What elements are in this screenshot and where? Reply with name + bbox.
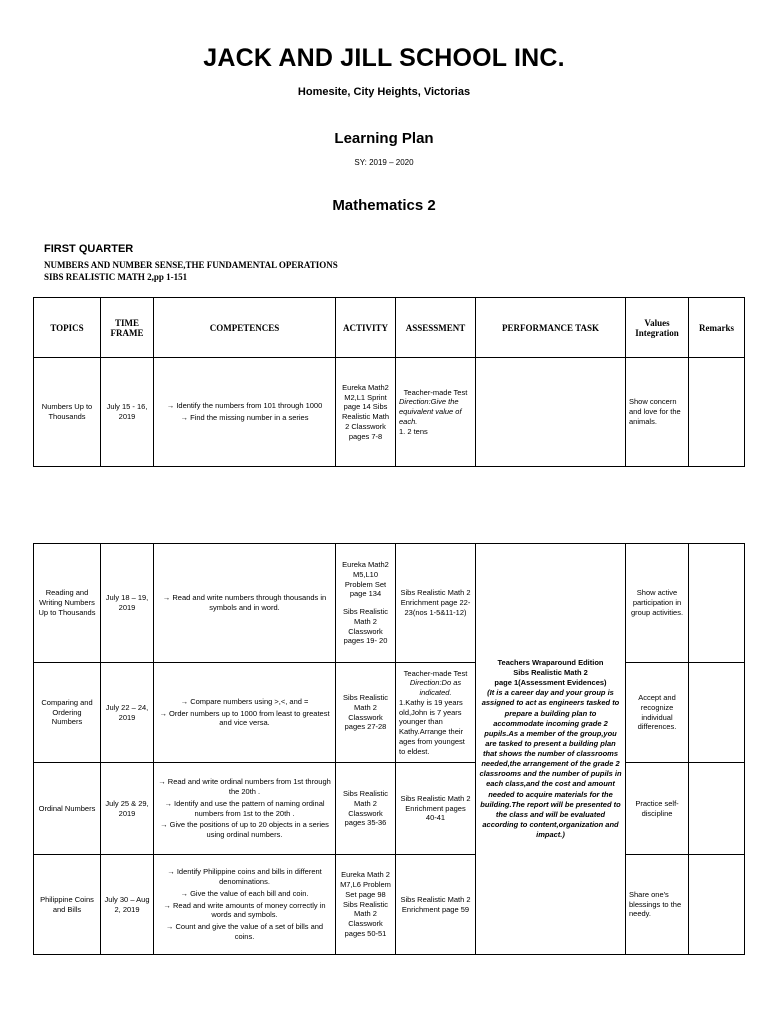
remarks-cell bbox=[689, 763, 745, 855]
competence-item: → Compare numbers using >,<, and = bbox=[157, 697, 332, 707]
topic-cell: Numbers Up to Thousands bbox=[34, 358, 101, 467]
performance-description: (It is a career day and your group is assigned to act as engineers tasked to prepare a building plan to accommodate incoming grade 2 pupils.As a member of the group,you are tasked to present a building plan that shows the number of classrooms needed,the arrangement of the grade 2 classrooms and the number of pupils in each class,and the cost and amount needed to acquire materials for the building.The report will be presented to the class and will be evaluated according to content,organization and impact.) bbox=[479, 688, 622, 839]
table-row bbox=[34, 855, 745, 955]
assessment-item: 1. 2 tens bbox=[399, 426, 428, 436]
topic-cell: Reading and Writing Numbers Up to Thousands bbox=[34, 544, 101, 663]
col-values-integration: Values Integration bbox=[626, 298, 689, 358]
assessment-cell: Sibs Realistic Math 2 Enrichment page 22-23(nos 1-5&11-12) bbox=[396, 544, 476, 663]
assessment-cell bbox=[396, 358, 476, 467]
col-activity: ACTIVITY bbox=[336, 298, 396, 358]
school-name: JACK AND JILL SCHOOL INC. bbox=[203, 44, 565, 72]
col-assessment: ASSESSMENT bbox=[396, 298, 476, 358]
competence-item: → Give the positions of up to 20 objects in a series using ordinal numbers. bbox=[157, 820, 332, 840]
values-cell: Share one's blessings to the needy. bbox=[626, 855, 689, 955]
time-cell: July 30 – Aug 2, 2019 bbox=[101, 855, 154, 955]
activity-cell: Sibs Realistic Math 2 Classwork pages 27-28 bbox=[336, 663, 396, 763]
performance-cell bbox=[476, 358, 626, 467]
performance-task-cell bbox=[476, 544, 626, 955]
competence-item: → Count and give the value of a set of bills and coins. bbox=[157, 922, 332, 942]
col-performance-task: PERFORMANCE TASK bbox=[476, 298, 626, 358]
remarks-cell bbox=[689, 855, 745, 955]
time-cell: July 15 - 16, 2019 bbox=[101, 358, 154, 467]
strand-label: NUMBERS AND NUMBER SENSE,THE FUNDAMENTAL OPERATIONS bbox=[44, 260, 338, 270]
activity-cell bbox=[336, 544, 396, 663]
performance-title: Sibs Realistic Math 2 bbox=[513, 668, 588, 677]
col-time-frame: TIME FRAME bbox=[101, 298, 154, 358]
remarks-cell bbox=[689, 663, 745, 763]
assessment-title: Teacher-made Test bbox=[403, 668, 468, 678]
competence-item: → Read and write amounts of money correctly in words and symbols. bbox=[157, 901, 332, 921]
assessment-cell: Sibs Realistic Math 2 Enrichment pages 40-41 bbox=[396, 763, 476, 855]
time-cell: July 18 – 19, 2019 bbox=[101, 544, 154, 663]
reference-book: SIBS REALISTIC MATH 2,pp 1-151 bbox=[44, 272, 188, 282]
remarks-cell bbox=[689, 544, 745, 663]
assessment-direction: Direction:Give the equivalent value of each. bbox=[399, 397, 462, 426]
topic-cell: Philippine Coins and Bills bbox=[34, 855, 101, 955]
performance-title: page 1(Assessment Evidences) bbox=[494, 678, 607, 688]
values-cell: Show active participation in group activities. bbox=[626, 544, 689, 663]
learning-plan-table-1 bbox=[33, 297, 745, 467]
assessment-cell: Sibs Realistic Math 2 Enrichment page 59 bbox=[396, 855, 476, 955]
competence-item: → Give the value of each bill and coin. bbox=[157, 889, 332, 899]
col-topics: TOPICS bbox=[34, 298, 101, 358]
assessment-direction: Direction:Do as indicated. bbox=[409, 678, 462, 698]
topic-cell: Comparing and Ordering Numbers bbox=[34, 663, 101, 763]
assessment-title: Teacher-made Test bbox=[403, 387, 468, 397]
competence-item: → Identify Philippine coins and bills in different denominations. bbox=[157, 867, 332, 887]
table-row bbox=[34, 763, 745, 855]
performance-title: Teachers Wraparound Edition bbox=[497, 657, 604, 667]
time-cell: July 22 – 24, 2019 bbox=[101, 663, 154, 763]
school-address: Homesite, City Heights, Victorias bbox=[297, 86, 471, 98]
competences-cell bbox=[154, 855, 336, 955]
competences-cell bbox=[154, 544, 336, 663]
learning-plan-table-2 bbox=[33, 543, 745, 955]
subject-title: Mathematics 2 bbox=[332, 197, 436, 214]
col-competences: COMPETENCES bbox=[154, 298, 336, 358]
competences-cell bbox=[154, 358, 336, 467]
competences-cell bbox=[154, 763, 336, 855]
values-cell: Show concern and love for the animals. bbox=[626, 358, 689, 467]
remarks-cell bbox=[689, 358, 745, 467]
competence-item: → Read and write numbers through thousands in symbols and in word. bbox=[157, 593, 332, 613]
activity-cell: Eureka Math2 M2,L1 Sprint page 14 Sibs Realistic Math 2 Classwork pages 7-8 bbox=[336, 358, 396, 467]
activity-cell: Eureka Math 2 M7,L6 Problem Set page 98 Sibs Realistic Math 2 Classwork pages 50-51 bbox=[336, 855, 396, 955]
col-remarks: Remarks bbox=[689, 298, 745, 358]
table-row bbox=[34, 544, 745, 663]
competence-item: → Identify and use the pattern of naming ordinal numbers from 1st to the 20th . bbox=[157, 799, 332, 819]
competence-item: → Order numbers up to 1000 from least to greatest and vice versa. bbox=[157, 709, 332, 729]
competence-item: → Identify the numbers from 101 through 1000 bbox=[157, 401, 332, 411]
competence-item: → Find the missing number in a series bbox=[157, 413, 332, 423]
activity-part: Eureka Math2 M5,L10 Problem Set page 134 bbox=[342, 560, 389, 599]
time-cell: July 25 & 29, 2019 bbox=[101, 763, 154, 855]
activity-cell: Sibs Realistic Math 2 Classwork pages 35-36 bbox=[336, 763, 396, 855]
topic-cell: Ordinal Numbers bbox=[34, 763, 101, 855]
assessment-cell bbox=[396, 663, 476, 763]
activity-part: Sibs Realistic Math 2 Classwork pages 19- 20 bbox=[342, 607, 388, 646]
competence-item: → Read and write ordinal numbers from 1st through the 20th . bbox=[157, 777, 332, 797]
table-row bbox=[34, 358, 745, 467]
assessment-item: 1.Kathy is 19 years old,John is 7 years younger than Kathy.Arrange their ages from youngest to eldest. bbox=[399, 697, 465, 756]
document-title: Learning Plan bbox=[334, 130, 434, 147]
values-cell: Practice self-discipline bbox=[626, 763, 689, 855]
values-cell: Accept and recognize individual differences. bbox=[626, 663, 689, 763]
quarter-label: FIRST QUARTER bbox=[44, 243, 134, 255]
table-row bbox=[34, 663, 745, 763]
school-year: SY: 2019 – 2020 bbox=[354, 158, 414, 167]
competences-cell bbox=[154, 663, 336, 763]
